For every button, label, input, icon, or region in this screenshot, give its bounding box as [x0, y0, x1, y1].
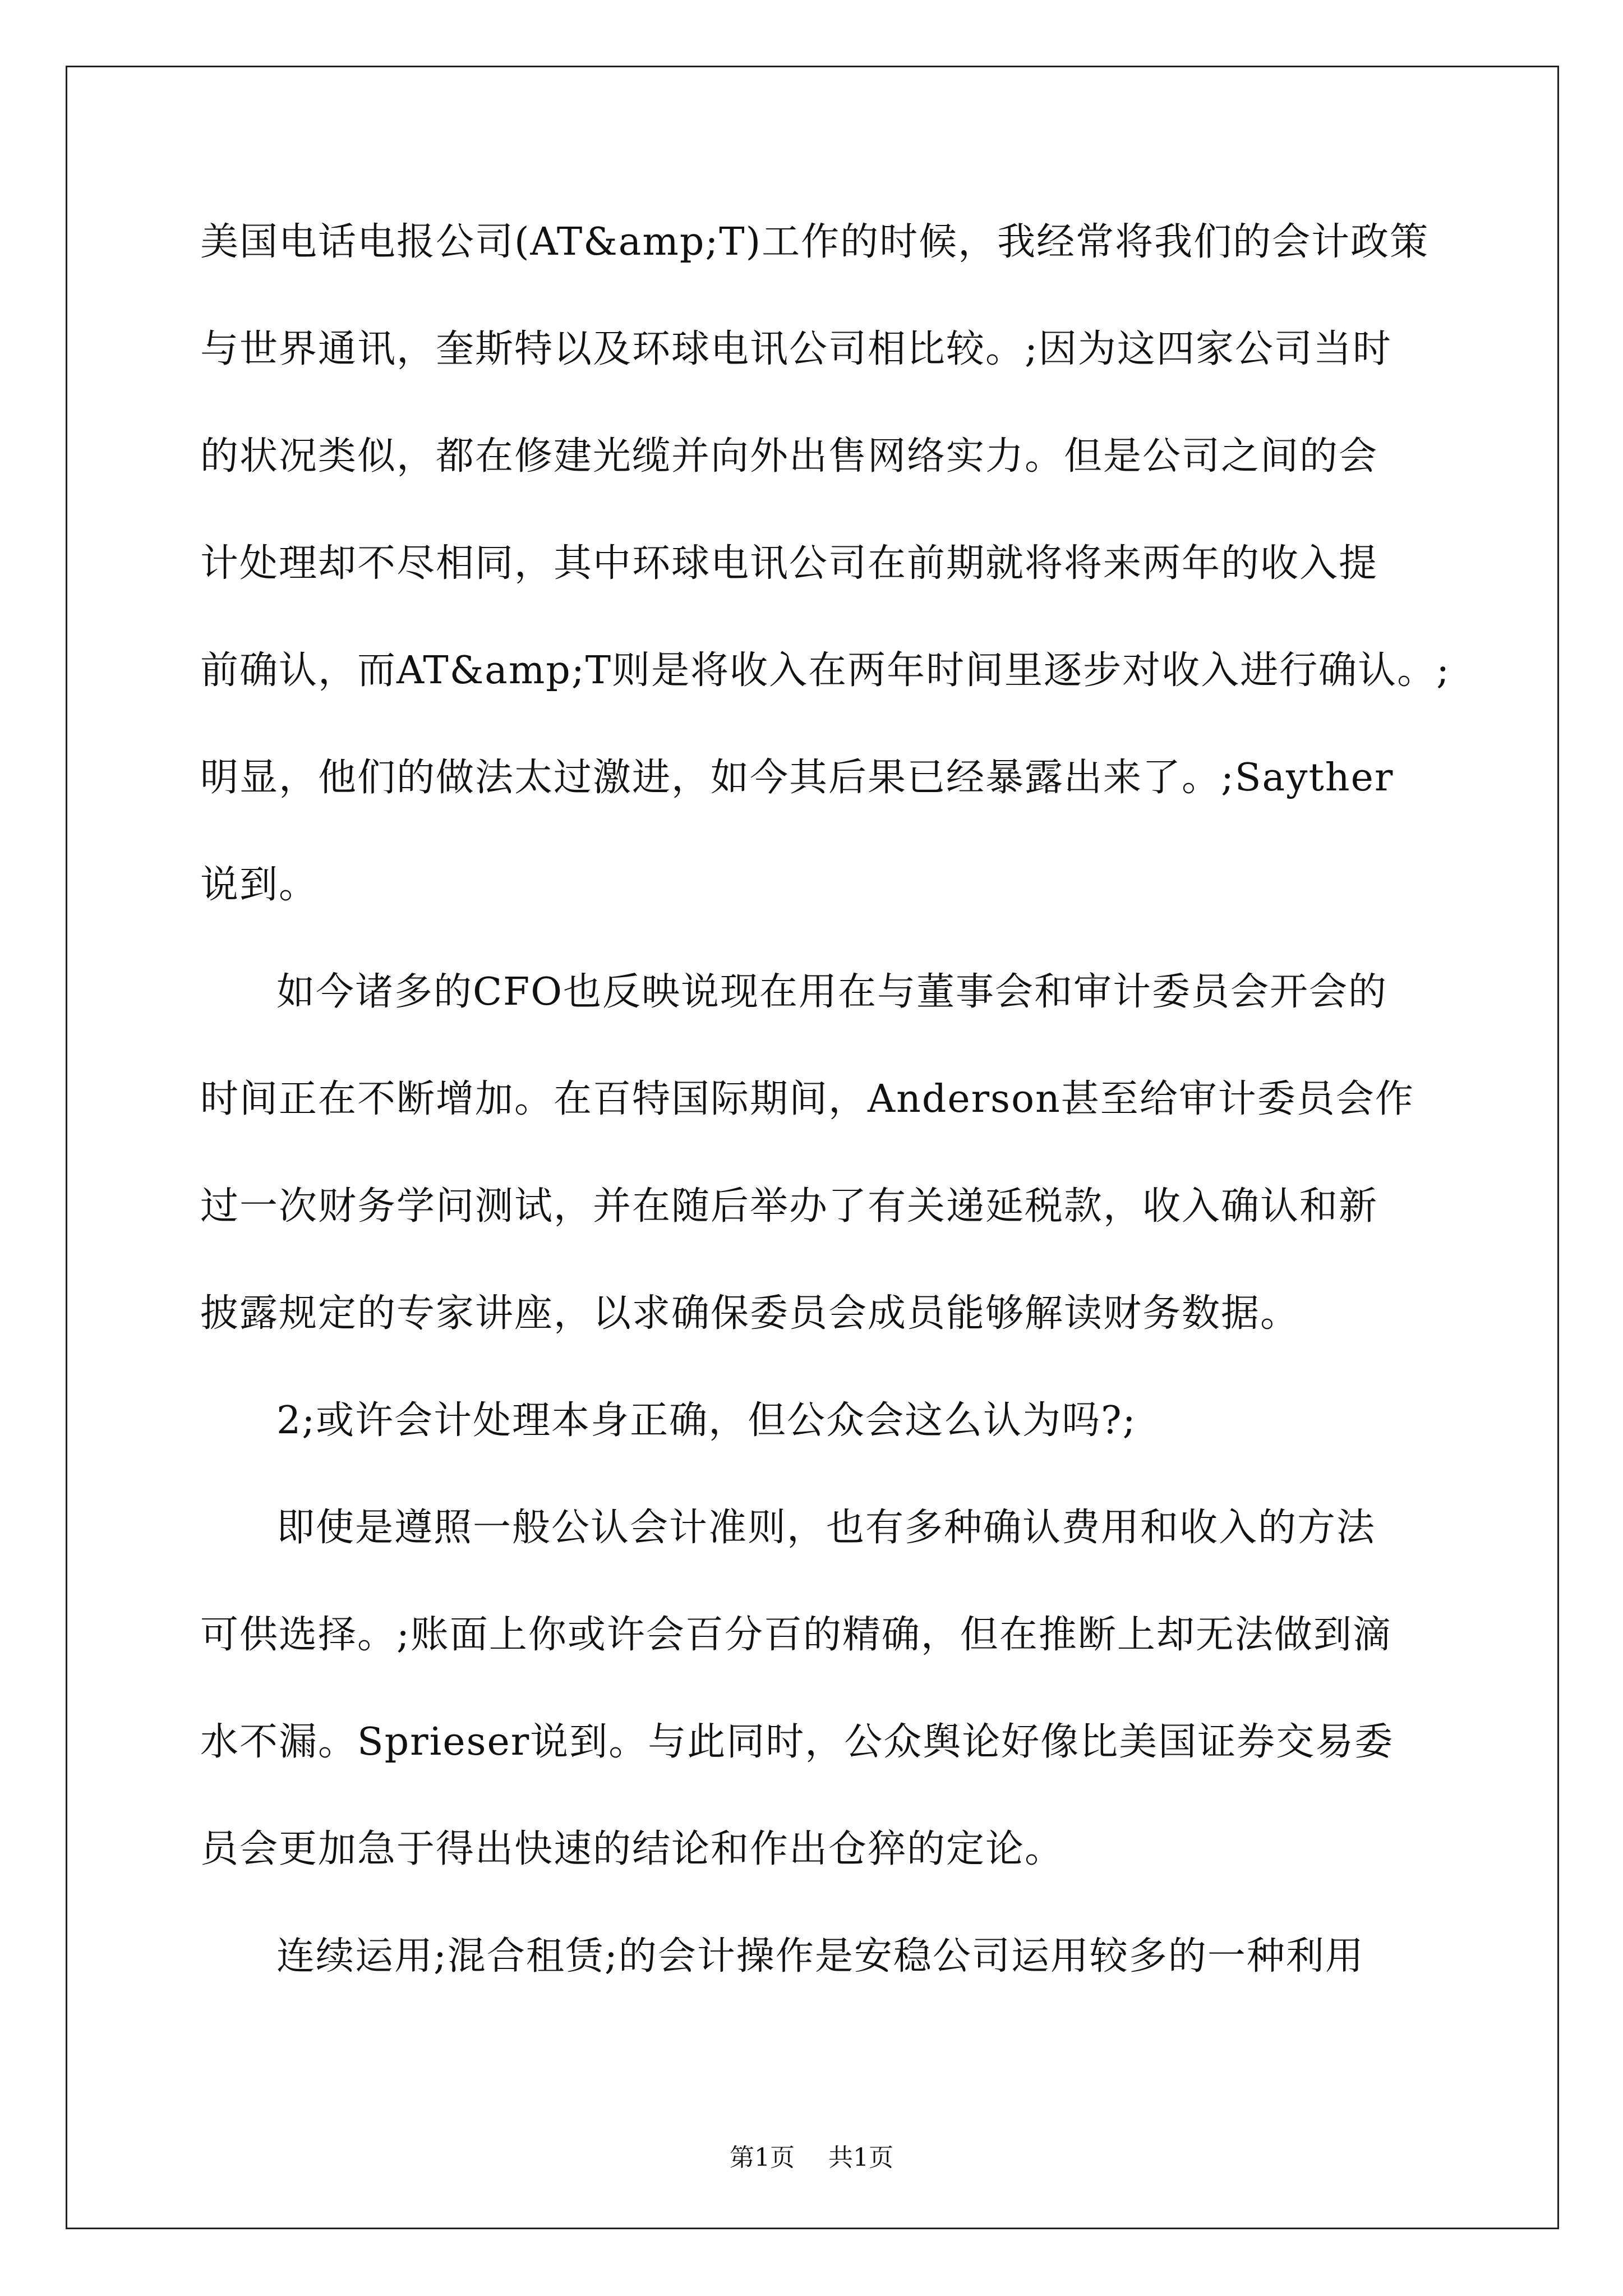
text-line: 说到。 — [200, 863, 319, 907]
text-line: 员会更加急于得出快速的结论和作出仓猝的定论。 — [200, 1827, 1064, 1871]
page-total-label: 共1页 — [828, 2143, 893, 2172]
paragraph-start-line: 如今诸多的CFO也反映说现在用在与董事会和审计委员会开会的 — [276, 970, 1387, 1014]
text-line: 水不漏。Sprieser说到。与此同时，公众舆论好像比美国证券交易委 — [200, 1720, 1394, 1764]
paragraph-start-line: 连续运用;混合租赁;的会计操作是安稳公司运用较多的一种利用 — [276, 1934, 1364, 1978]
text-line: 的状况类似，都在修建光缆并向外出售网络实力。但是公司之间的会 — [200, 434, 1378, 478]
paragraph-start-line: 2;或许会计处理本身正确，但公众会这么认为吗?; — [276, 1398, 1137, 1443]
text-line: 过一次财务学问测试，并在随后举办了有关递延税款，收入确认和新 — [200, 1184, 1378, 1228]
text-line: 可供选择。;账面上你或许会百分百的精确，但在推断上却无法做到滴 — [200, 1613, 1392, 1657]
text-line: 计处理却不尽相同，其中环球电讯公司在前期就将将来两年的收入提 — [200, 541, 1378, 586]
page-number-label: 第1页 — [730, 2143, 795, 2172]
page-border — [66, 66, 1559, 2229]
paragraph-start-line: 即使是遵照一般公认会计准则，也有多种确认费用和收入的方法 — [276, 1506, 1376, 1550]
text-line: 与世界通讯，奎斯特以及环球电讯公司相比较。;因为这四家公司当时 — [200, 327, 1392, 371]
text-line: 前确认，而AT&amp;T则是将收入在两年时间里逐步对收入进行确认。; — [200, 648, 1451, 693]
text-line: 美国电话电报公司(AT&amp;T)工作的时候，我经常将我们的会计政策 — [200, 220, 1430, 264]
page-footer — [0, 2141, 1623, 2175]
text-line: 披露规定的专家讲座，以求确保委员会成员能够解读财务数据。 — [200, 1291, 1300, 1336]
text-line: 明显，他们的做法太过激进，如今其后果已经暴露出来了。;Sayther — [200, 756, 1394, 800]
text-line: 时间正在不断增加。在百特国际期间，Anderson甚至给审计委员会作 — [200, 1077, 1414, 1121]
